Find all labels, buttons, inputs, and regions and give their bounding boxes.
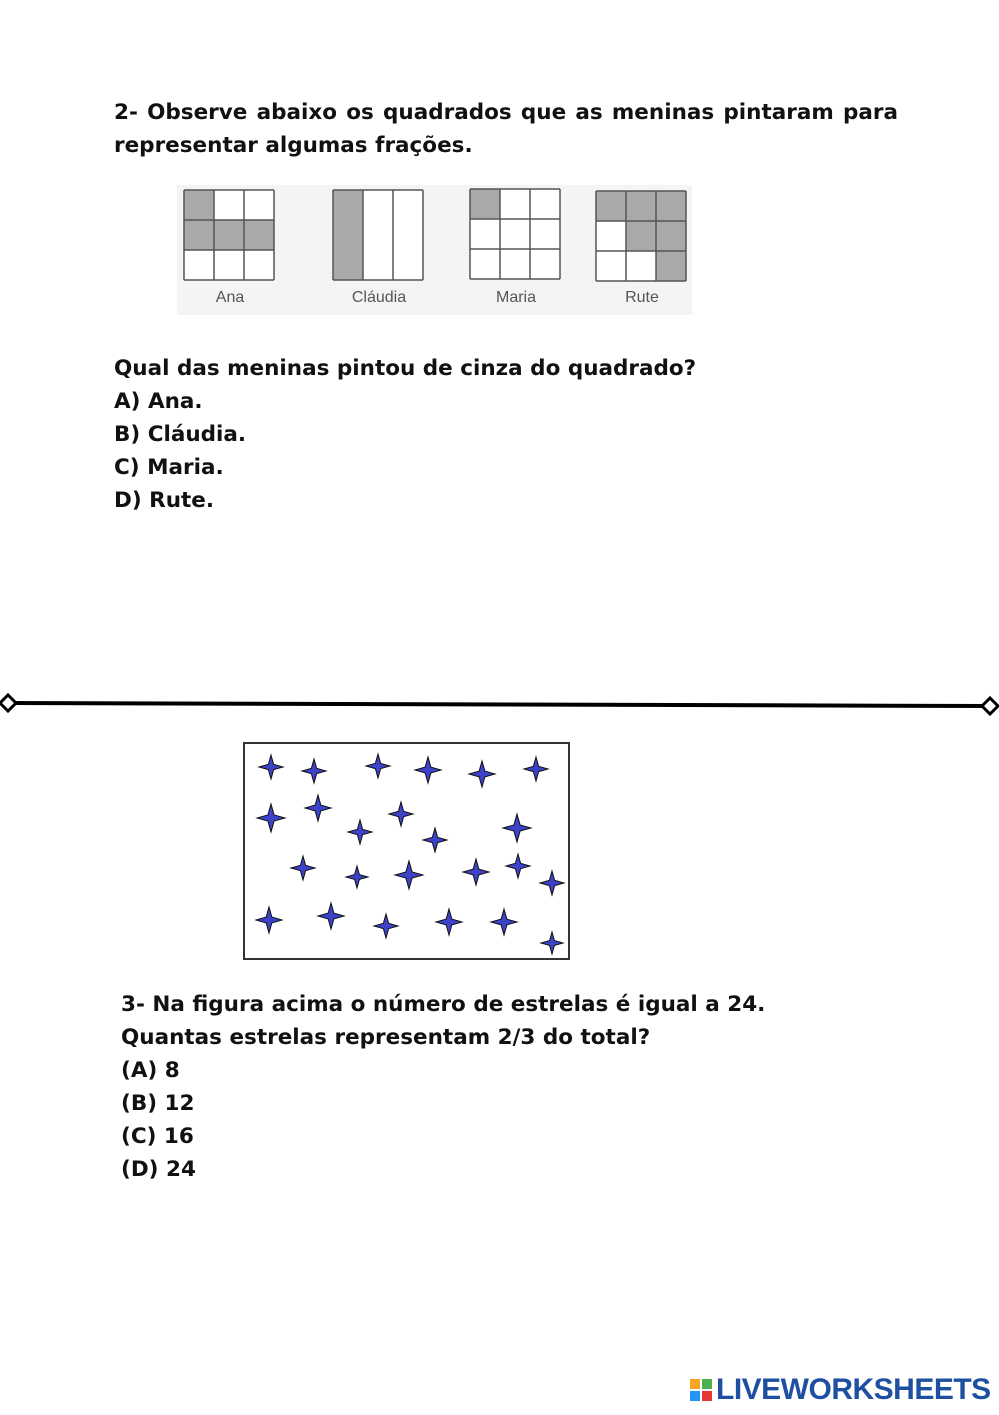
- fraction-square-ana: [184, 190, 274, 280]
- shaded-cell: [470, 189, 500, 219]
- question-3-option-c[interactable]: (C) 16: [121, 1124, 194, 1149]
- shaded-cell: [626, 191, 656, 221]
- liveworksheets-wordmark: LIVEWORKSHEETS: [716, 1373, 991, 1406]
- question-2-option-b[interactable]: B) Cláudia.: [114, 422, 247, 447]
- question-2-block: [114, 352, 696, 517]
- shaded-cell: [656, 251, 686, 281]
- stars-figure: [243, 742, 570, 960]
- shaded-cell: [184, 220, 214, 250]
- section-divider: [0, 690, 999, 720]
- divider-right-diamond-icon: [982, 698, 998, 714]
- square-label-rute: Rute: [625, 289, 659, 306]
- question-2-option-d[interactable]: D) Rute.: [114, 488, 215, 513]
- liveworksheets-brand: [690, 1372, 991, 1408]
- question-3-prompt: Quantas estrelas representam 2/3 do total?: [121, 1025, 651, 1050]
- shaded-cell: [333, 190, 363, 280]
- question-3-option-a[interactable]: (A) 8: [121, 1058, 180, 1083]
- square-label-claudia: Cláudia: [351, 289, 407, 306]
- shaded-cell: [244, 220, 274, 250]
- fraction-square-cláudia: [333, 190, 423, 280]
- shaded-cell: [656, 221, 686, 251]
- liveworksheets-logo-icon: [690, 1379, 712, 1401]
- question-2-intro: 2- Observe abaixo os quadrados que as meninas pintaram para representar algumas frações.: [114, 100, 898, 158]
- shaded-cell: [214, 220, 244, 250]
- fraction-square-rute: [596, 191, 686, 281]
- square-label-maria: Maria: [495, 289, 536, 306]
- question-3-block: [121, 988, 765, 1186]
- question-3-option-b[interactable]: (B) 12: [121, 1091, 195, 1116]
- square-label-ana: Ana: [215, 289, 245, 306]
- divider-left-diamond-icon: [0, 695, 16, 711]
- fraction-squares-figure: [177, 185, 692, 315]
- shaded-cell: [596, 191, 626, 221]
- question-2-option-a[interactable]: A) Ana.: [114, 389, 203, 414]
- fraction-square-maria: [470, 189, 560, 279]
- question-3-statement: 3- Na figura acima o número de estrelas é igual a 24.: [121, 992, 766, 1017]
- shaded-cell: [184, 190, 214, 220]
- question-2-prompt: Qual das meninas pintou de cinza do quadrado?: [114, 356, 697, 381]
- shaded-cell: [656, 191, 686, 221]
- question-3-option-d[interactable]: (D) 24: [121, 1157, 196, 1182]
- question-2-option-c[interactable]: C) Maria.: [114, 455, 224, 480]
- shaded-cell: [626, 221, 656, 251]
